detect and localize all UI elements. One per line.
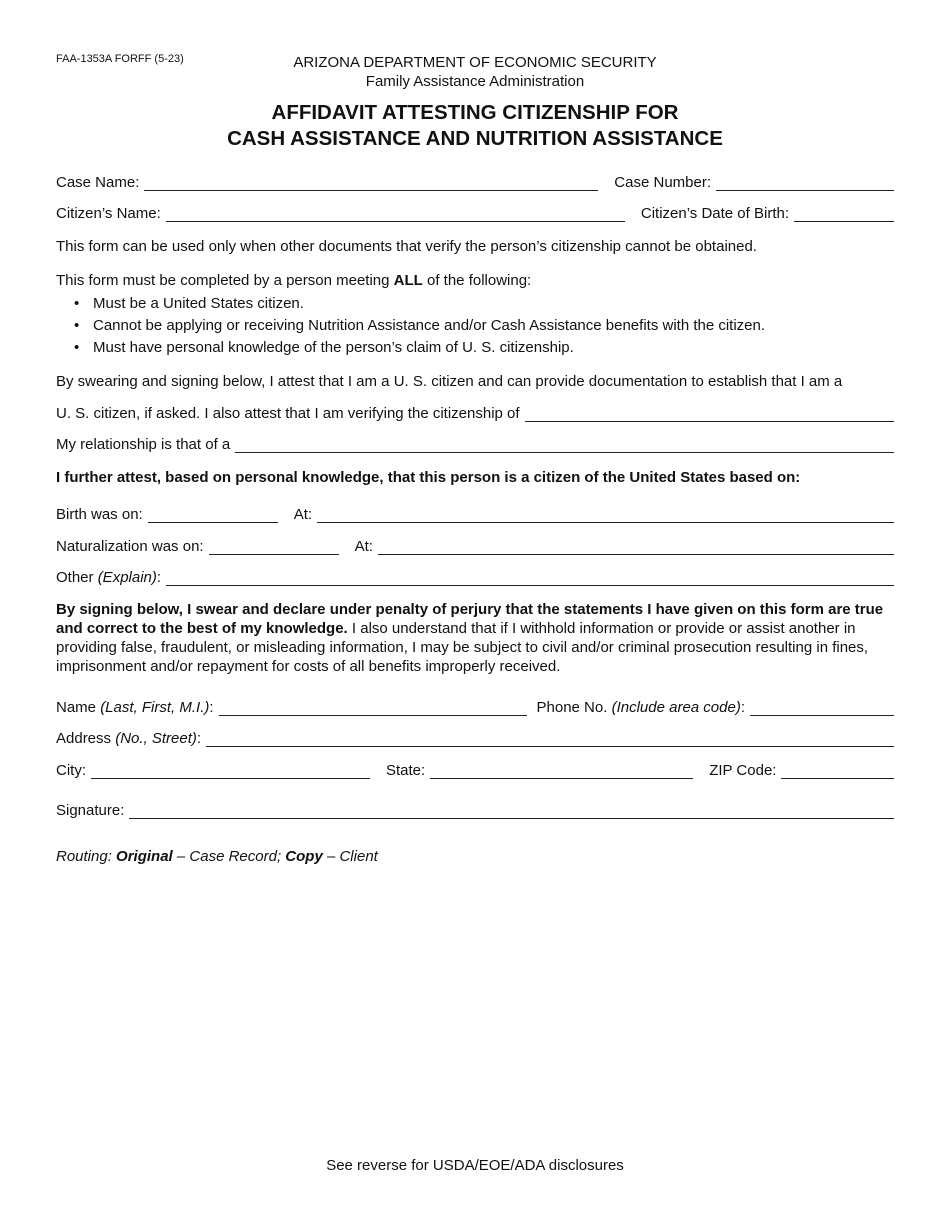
city-label: City: (56, 762, 86, 779)
phone-label: Phone No. (Include area code): (536, 699, 745, 716)
signature-row (56, 799, 894, 819)
list-item: • Must have personal knowledge of the person’s claim of U. S. citizenship. (74, 337, 765, 359)
relationship-field[interactable] (235, 437, 894, 453)
other-label: Other (Explain): (56, 569, 162, 586)
title-line-2: CASH ASSISTANCE AND NUTRITION ASSISTANCE (227, 127, 723, 150)
address-field[interactable] (206, 731, 894, 747)
footer-disclosure: See reverse for USDA/EOE/ADA disclosures (326, 1157, 624, 1174)
agency-header (0, 53, 950, 91)
list-item: • Cannot be applying or receiving Nutrition Assistance and/or Cash Assistance benefits with the citizen. (74, 315, 765, 337)
case-name-label: Case Name: (56, 174, 140, 191)
city-row (56, 759, 894, 779)
requirements-all: ALL (393, 272, 423, 289)
citizen-dob-label: Citizen’s Date of Birth: (640, 205, 789, 222)
birth-place-field[interactable] (317, 507, 894, 523)
form-title (0, 100, 950, 152)
attestation-line-2: U. S. citizen, if asked. I also attest that I am verifying the citizenship of (56, 405, 520, 422)
address-hint: (No., Street) (115, 730, 197, 747)
list-item: • Must be a United States citizen. (74, 293, 765, 315)
citizen-name-field[interactable] (166, 206, 625, 222)
agency-name: ARIZONA DEPARTMENT OF ECONOMIC SECURITY (293, 54, 657, 71)
routing-original: Original (116, 848, 173, 865)
naturalization-row (56, 535, 894, 555)
case-number-label: Case Number: (614, 174, 711, 191)
naturalization-label: Naturalization was on: (56, 538, 204, 555)
form-id: FAA-1353A FORFF (5-23) (56, 53, 184, 65)
zip-field[interactable] (781, 763, 894, 779)
citizen-dob-field[interactable] (794, 206, 894, 222)
relationship-label: My relationship is that of a (56, 436, 231, 453)
case-number-field[interactable] (716, 175, 894, 191)
citizen-row (56, 202, 894, 222)
city-field[interactable] (91, 763, 370, 779)
routing-copy: Copy (285, 848, 323, 865)
routing-prefix: Routing: (56, 848, 117, 865)
requirements-intro (56, 271, 894, 290)
naturalization-date-field[interactable] (209, 539, 339, 555)
signer-name-row (56, 696, 894, 716)
requirements-post: of the following: (422, 272, 532, 289)
attestation-row (56, 402, 894, 422)
birth-row (56, 503, 894, 523)
state-field[interactable] (430, 763, 693, 779)
case-row (56, 171, 894, 191)
naturalization-at-label: At: (354, 538, 373, 555)
usage-note: This form can be used only when other documents that verify the person’s citizenship cannot be obtained. (56, 238, 757, 255)
other-text: Other (56, 569, 94, 586)
other-explain-hint: (Explain) (97, 569, 157, 586)
routing-note (56, 848, 378, 865)
zip-label: ZIP Code: (709, 762, 777, 779)
birth-at-label: At: (293, 506, 313, 523)
phone-field[interactable] (750, 700, 894, 716)
requirements-pre: This form must be completed by a person meeting (56, 272, 394, 289)
name-text: Name (56, 699, 97, 716)
phone-text: Phone No. (536, 699, 608, 716)
perjury-statement (56, 600, 894, 676)
other-explain-field[interactable] (166, 570, 894, 586)
name-hint: (Last, First, M.I.) (100, 699, 210, 716)
perjury-normal: I also understand that if I withhold information or provide or assist another in providing false, fraudulent, or misleading information, I may be subject to civil and/or criminal prosecution resulting in fines, imprisonment and/or repayment for costs of all benefits improperly received. (56, 620, 869, 675)
case-name-field[interactable] (144, 175, 598, 191)
title-line-1: AFFIDAVIT ATTESTING CITIZENSHIP FOR (271, 101, 679, 124)
citizen-name-label: Citizen’s Name: (56, 205, 161, 222)
signature-label: Signature: (56, 802, 125, 819)
perjury-bold: By signing below, I swear and declare under penalty of perjury that the statements I have given on this form are true and correct to the best of my knowledge. (56, 601, 884, 637)
further-attest-heading: I further attest, based on personal knowledge, that this person is a citizen of the United States based on: (56, 469, 801, 486)
attestation-line-1: By swearing and signing below, I attest that I am a U. S. citizen and can provide documentation to establish that I am a (56, 373, 843, 390)
address-label: Address (No., Street): (56, 730, 202, 747)
state-label: State: (386, 762, 426, 779)
routing-original-dest: – Case Record; (172, 848, 286, 865)
address-row (56, 727, 894, 747)
other-row (56, 566, 894, 586)
routing-copy-dest: – Client (322, 848, 378, 865)
address-text: Address (56, 730, 112, 747)
birth-label: Birth was on: (56, 506, 143, 523)
division-name: Family Assistance Administration (365, 73, 585, 90)
signer-name-label: Name (Last, First, M.I.): (56, 699, 214, 716)
naturalization-place-field[interactable] (378, 539, 894, 555)
birth-date-field[interactable] (148, 507, 278, 523)
signature-field[interactable] (129, 803, 894, 819)
signer-name-field[interactable] (219, 700, 527, 716)
relationship-row (56, 433, 894, 453)
requirements-list (74, 293, 765, 359)
phone-hint: (Include area code) (611, 699, 741, 716)
verified-person-field[interactable] (525, 406, 894, 422)
